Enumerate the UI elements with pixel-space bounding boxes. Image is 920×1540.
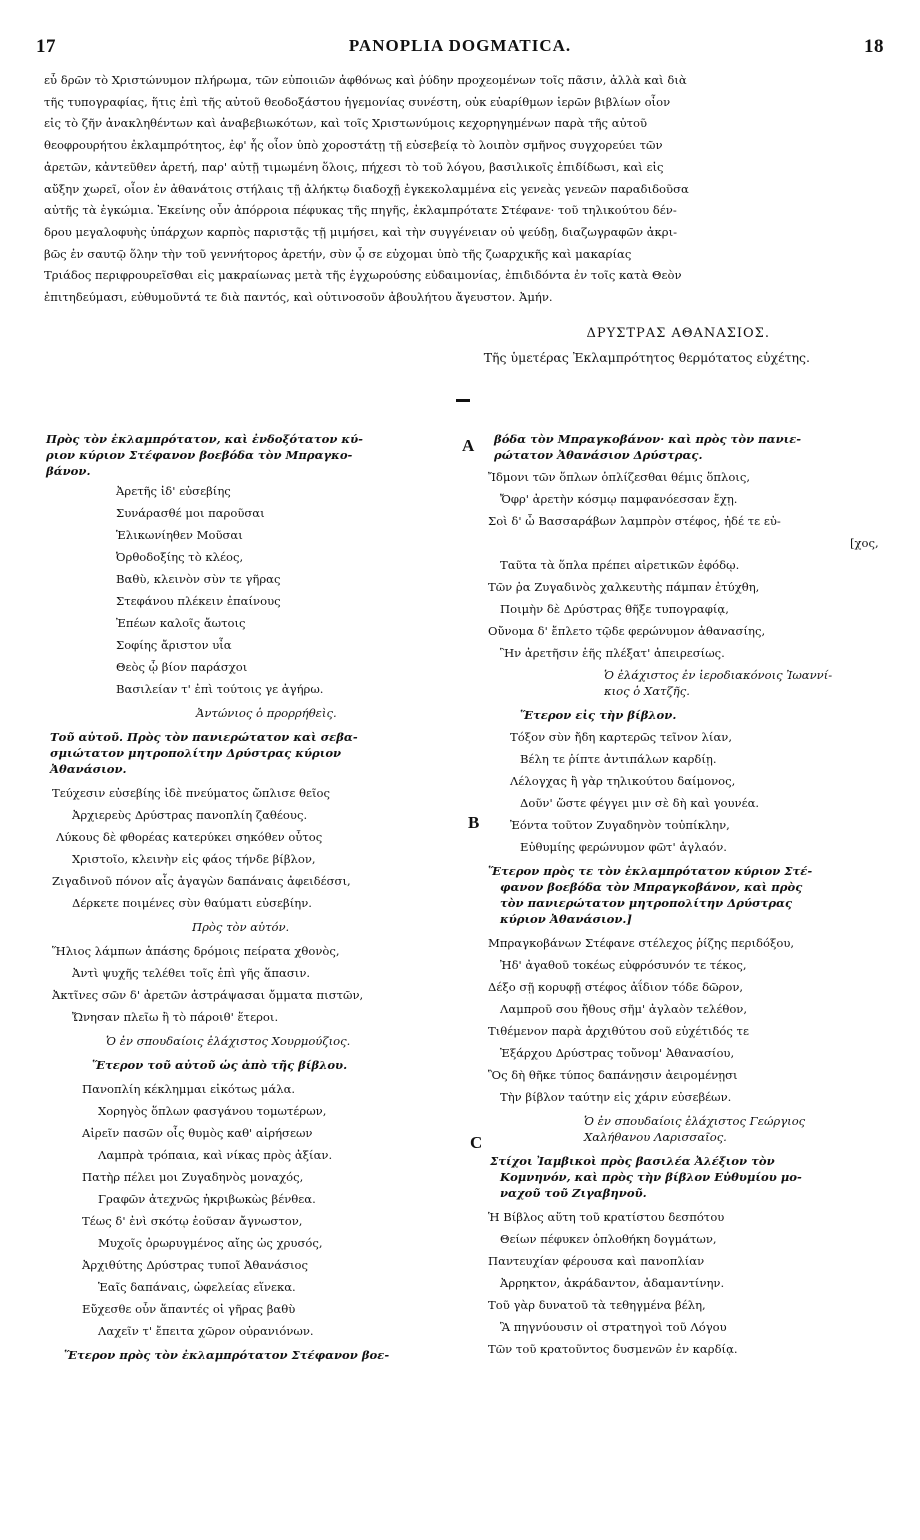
verse-line: Βασιλείαν τ' ἐπὶ τούτοις γε ἀγήρω. (116, 682, 324, 696)
verse-line: Ἡ Βίβλος αὕτη τοῦ κρατίστου δεσπότου (488, 1210, 725, 1224)
verse-line: κιος ὁ Χατζῆς. (604, 684, 690, 698)
verse-line: Ὄφρ' ἀρετὴν κόσμῳ παμφανόεσσαν ἔχῃ. (500, 492, 738, 506)
section-divider (456, 399, 470, 402)
text-line: αὔξην χωρεῖ, οἷον ἐν ἀθανάτοις στήλαις τῇ ἀλήκτῳ διαδοχῇ ἐγκεκολαμμένα εἰς γενεὰς γενεῶν παραδιδοῦσα (44, 181, 689, 196)
verse-line: Χριστοῖο, κλεινὴν εἰς φάος τήνδε βίβλον, (72, 852, 316, 866)
verse-line: Χαλήθανου Λαρισσαῖος. (584, 1130, 727, 1144)
verse-line: Πανοπλίη κέκλημμαι εἰκότως μάλα. (82, 1082, 296, 1096)
verse-line: Ἀρετῆς ἰδ' εὐσεβίης (116, 484, 231, 498)
page-header (36, 36, 884, 58)
verse-line: Πρὸς τὸν αὐτόν. (192, 920, 290, 934)
verse-line: Ἕτερον τοῦ αὐτοῦ ὡς ἀπὸ τῆς βίβλου. (92, 1058, 348, 1072)
verse-line: Συνάρασθέ μοι παροῦσαι (116, 506, 265, 520)
verse-line: Τοῦ γὰρ δυνατοῦ τὰ τεθηγμένα βέλη, (488, 1298, 706, 1312)
verse-line: Ταῦτα τὰ ὅπλα πρέπει αἱρετικῶν ἐφόδῳ. (500, 558, 740, 572)
verse-line: [χος, (850, 536, 879, 550)
verse-line: Ἕτερον πρὸς τε τὸν ἐκλαμπρότατον κύριον Στέ- (488, 864, 813, 878)
verse-line: Ποιμὴν δὲ Δρύστρας θῆξε τυπογραφίᾳ, (500, 602, 729, 616)
verse-line: Λαμπροῦ σου ἤθους σῆμ' ἀγλαὸν τελέθον, (500, 1002, 748, 1016)
verse-line: Μυχοῖς ὀρωρυγμένος αἴης ὡς χρυσός, (98, 1236, 323, 1250)
verse-line: Λαμπρὰ τρόπαια, καὶ νίκας πρὸς ἀξίαν. (98, 1148, 333, 1162)
verse-line: Τοῦ αὐτοῦ. Πρὸς τὸν πανιερώτατον καὶ σεβα- (50, 730, 358, 744)
verse-line: Βέλη τε ῥίπτε ἀντιπάλων καρδίῃ. (520, 752, 717, 766)
verse-line: Ἴδμονι τῶν ὅπλων ὁπλίζεσθαι θέμις ὅπλοις, (488, 470, 751, 484)
text-line: αὐτῆς τὰ ἐγκώμια. Ἐκείνης οὖν ἀπόρροια πέφυκας τῆς πηγῆς, ἐκλαμπρότατε Στέφανε· τοῦ τηλικούτου δέν- (44, 203, 677, 218)
verse-line: Ὁ ἐν σπουδαίοις ἐλάχιστος Χουρμούζιος. (106, 1034, 351, 1048)
verse-line: Ἥλιος λάμπων ἁπάσης δρόμοις πείρατα χθονὸς, (52, 944, 340, 958)
verse-line: Ἕτερον εἰς τὴν βίβλον. (520, 708, 677, 722)
verse-line: Λαχεῖν τ' ἔπειτα χῶρον οὐρανιόνων. (98, 1324, 314, 1338)
verse-line: Παντευχίαν φέρουσα καὶ πανοπλίαν (488, 1254, 705, 1268)
verse-line: Βαθὺ, κλεινὸν σὺν τε γῆρας (116, 572, 281, 586)
verse-line: Ἐόντα τοῦτον Ζυγαδηνὸν τοὐπίκλην, (510, 818, 730, 832)
verse-line: Γραφῶν ἀτεχνῶς ἠκριβωκὼς βένθεα. (98, 1192, 316, 1206)
signature-name: ΔΡΥΣΤΡΑΣ ΑΘΑΝΑΣΙΟΣ. (586, 326, 770, 341)
text-line: θεοφρουρήτου ἐκλαμπρότητος, ἐφ' ἧς οἷον ὑπὸ χοροστάτῃ τῇ εὐσεβείᾳ τὸ λοιπὸν σμῆνος συγχορεύει τῶν (44, 138, 663, 153)
text-line: τῆς τυπογραφίας, ἥτις ἐπὶ τῆς αὐτοῦ θεοδοξάστου ἡγεμονίας συνέστη, οὐκ εὐαρίθμων ἱερῶν βιβλίων οἷον (44, 94, 671, 109)
verse-line: βάνον. (46, 464, 91, 478)
page-number-right: 18 (864, 36, 884, 57)
verse-line: Πατὴρ πέλει μοι Ζυγαδηνὸς μοναχός, (82, 1170, 304, 1184)
text-line: Τριάδος περιφρουρεῖσθαι εἰς μακραίωνας μετὰ τῆς ἐγχωρούσης εὐδαιμονίας, ἐπιδιδόντα ἐν τοῖς κατὰ Θεὸν (44, 268, 682, 283)
verse-line: Ὃς δὴ θῆκε τύπος δαπάνῃσιν ἀειρομένῃσι (488, 1068, 738, 1082)
verse-line: ριον κύριον Στέφανον βοεβόδα τὸν Μπραγκο- (46, 448, 353, 462)
verse-line: ρώτατον Ἀθανάσιον Δρύστρας. (494, 448, 703, 462)
text-line: βῶς ἐν σαυτῷ ὅλην τὴν τοῦ γεννήτορος ἀρετήν, σὺν ᾧ σε εὐχομαι ὑπὸ τῆς ζωαρχικῆς καὶ μακαρίας (44, 246, 632, 261)
verse-line: Σοὶ δ' ὦ Βασσαράβων λαμπρὸν στέφος, ἠδέ τε εὐ- (488, 514, 781, 528)
verse-line: Ἀντώνιος ὁ προρρήθεὶς. (196, 706, 337, 720)
text-line: ἀρετῶν, κἀντεῦθεν ἀρετή, παρ' αὐτῇ τιμωμένη ὅλοις, πήχεσι τὸ τοῦ λόγου, βασιλικοῖς ἐπιδίδωσι, καὶ εἰς (44, 159, 664, 174)
verse-line: φανον βοεβόδα τὸν Μπραγκοβάνον, καὶ πρὸς (500, 880, 803, 894)
verse-line: κύριον Ἀθανάσιον.] (500, 912, 632, 926)
verse-line: Θεὸς ᾧ βίον παράσχοι (116, 660, 248, 674)
verse-line: Τέως δ' ἐνὶ σκότῳ ἐοῦσαν ἄγνωστον, (82, 1214, 303, 1228)
verse-line: Οὔνομα δ' ἔπλετο τῷδε φερώνυμον ἀθανασίης, (488, 624, 766, 638)
verse-line: Πρὸς τὸν ἐκλαμπρότατον, καὶ ἐνδοξότατον κύ- (46, 432, 363, 446)
text-line: εὖ δρῶν τὸ Χριστώνυμον πλήρωμα, τῶν εὐποιιῶν ἀφθόνως καὶ ῥύδην προχεομένων τοῖς πᾶσιν, ἀλλὰ καὶ διὰ (44, 73, 687, 87)
verse-line: Ἑλικωνίηθεν Μοῦσαι (116, 528, 243, 542)
verse-line: Ἀντὶ ψυχῆς τελέθει τοῖς ἐπὶ γῆς ἅπασιν. (72, 966, 311, 980)
verse-line: Ὤνησαν πλεῖω ἢ τὸ πάροιθ' ἕτεροι. (72, 1010, 279, 1024)
verse-line: Μπραγκοβάνων Στέφανε στέλεχος ῥίζης περιδόξου, (488, 936, 795, 950)
column-marker-b: B (468, 813, 480, 832)
verse-line: Στίχοι Ἰαμβικοὶ πρὸς βασιλέα Ἀλέξιον τὸν (490, 1154, 775, 1168)
running-title: PANOPLIA DOGMATICA. (348, 36, 572, 55)
verse-line: Σοφίης ἄριστον υἷα (116, 638, 232, 652)
verse-line: Ἀρρηκτον, ἀκράδαντον, ἀδαμαντίνην. (500, 1276, 725, 1290)
verse-line: Ζιγαδινοῦ πόνον αἷς ἀγαγὼν δαπάναις ἀφειδέσσι, (52, 874, 351, 888)
verse-line: Ὁ ἐλάχιστος ἐν ἱεροδιακόνοις Ἰωαννί- (604, 668, 833, 682)
verse-line: Ἐξάρχου Δρύστρας τοὔνομ' Ἀθανασίου, (500, 1046, 735, 1060)
verse-line: Ἃ πηγνύουσιν οἱ στρατηγοὶ τοῦ Λόγου (500, 1320, 727, 1334)
verse-line: Ἕτερον πρὸς τὸν ἐκλαμπρότατον Στέφανον βοε- (64, 1348, 390, 1362)
verse-line: Ἑαῖς δαπάναις, ὠφελείας εἵνεκα. (98, 1280, 296, 1294)
signature-line: Τῆς ὑμετέρας Ἐκλαμπρότητος θερμότατος εὐχέτης. (483, 350, 810, 365)
verse-line: Κομνηνόν, καὶ πρὸς τὴν βίβλον Εὐθυμίου μο- (500, 1170, 802, 1184)
column-marker-a: A (462, 436, 475, 455)
verse-line: Αἱρεῖν πασῶν οἷς θυμὸς καθ' αἱρήσεων (82, 1126, 313, 1140)
verse-line: σμιώτατον μητροπολίτην Δρύστρας κύριον (50, 746, 342, 760)
verse-line: Ὀρθοδοξίης τὸ κλέος, (116, 550, 244, 564)
verse-line: Θείων πέφυκεν ὁπλοθήκη δογμάτων, (500, 1232, 717, 1246)
verse-line: Λέλογχας ἢ γὰρ τηλικούτου δαίμονος, (510, 774, 736, 788)
verse-line: Ἠδ' ἀγαθοῦ τοκέως εὐφρόσυνόν τε τέκος, (500, 958, 747, 972)
verse-line: Τεύχεσιν εὐσεβίης ἰδὲ πνεύματος ὤπλισε θεῖος (52, 786, 331, 800)
text-line: εἰς τὸ ζῆν ἀνακληθέντων καὶ ἀναβεβιωκότων, καὶ τοῖς Χριστωνύμοις κεχορηγημένων παρὰ τῆς αὐτοῦ (44, 116, 648, 131)
verse-line: Δέξο σῇ κορυφῇ στέφος ἀΐδιον τόδε δῶρον, (488, 980, 744, 994)
verse-line: Ὁ ἐν σπουδαίοις ἐλάχιστος Γεώργιος (584, 1114, 806, 1128)
text-line: ἐπιτηδεύμασι, εὐθυμοῦντά τε διὰ παντός, καὶ οὑτινοσοῦν ἀβουλήτου ἄγευστον. Ἀμήν. (44, 290, 553, 305)
preface-paragraph (44, 70, 882, 309)
verse-line: Χορηγὸς ὅπλων φασγάνου τομωτέρων, (98, 1104, 327, 1118)
verse-line: ναχοῦ τοῦ Ζιγαβηνοῦ. (500, 1186, 647, 1200)
page-number-left: 17 (36, 36, 56, 57)
verse-line: Τιθέμενον παρὰ ἀρχιθύτου σοῦ εὐχέτιδός τε (488, 1024, 749, 1038)
verse-line: Ἀθανάσιον. (50, 762, 127, 776)
verse-line: Ἣν ἀρετῆσιν ἑῆς πλέξατ' ἀπειρεσίως. (500, 646, 725, 660)
verse-line: Δοῦν' ὥστε φέγγει μιν σὲ δὴ καὶ γουνέα. (520, 796, 760, 810)
verse-line: Λύκους δὲ φθορέας κατερύκει σηκόθεν οὗτος (56, 830, 323, 844)
verse-line: Τόξον σὺν ἤδη καρτερῶς τεῖνον λίαν, (510, 730, 733, 744)
verse-line: Τῶν τοῦ κρατοῦντος δυσμενῶν ἐν καρδίᾳ. (488, 1342, 738, 1356)
verse-line: Ἐπέων καλοῖς ἄωτοις (116, 616, 246, 630)
verse-line: βόδα τὸν Μπραγκοβάνον· καὶ πρὸς τὸν πανιε- (494, 432, 802, 446)
verse-line: Εὐθυμίης φερώνυμον φῶτ' ἀγλαόν. (520, 840, 727, 854)
text-line: δρου μεγαλοφυὴς ὑπάρχων καρπὸς παριστᾷς τῇ μιμήσει, καὶ τὴν συγγένειαν οὐ ψεύδῃ, διαζωγραφῶν ἀκρι- (44, 224, 678, 239)
verse-line: τὸν πανιερώτατον μητροπολίτην Δρύστρας (500, 896, 793, 910)
verse-line: Ἀρχιθύτης Δρύστρας τυποῖ Ἀθανάσιος (82, 1258, 308, 1272)
verse-line: Εὔχεσθε οὖν ἅπαντές οἱ γῆρας βαθὺ (82, 1302, 296, 1316)
verse-line: Στεφάνου πλέκειν ἐπαίνους (116, 594, 281, 608)
verse-line: Τῶν ῥα Ζυγαδινὸς χαλκευτὴς πάμπαν ἐτύχθη, (488, 580, 760, 594)
column-marker-c: C (470, 1133, 483, 1152)
verse-line: Ἀρχιερεὺς Δρύστρας πανοπλίη ζαθέους. (72, 808, 308, 822)
verse-line: Δέρκετε ποιμένες σὺν θαύματι εὐσεβίην. (72, 896, 312, 910)
verse-line: Τὴν βίβλον ταύτην εἰς χάριν εὐσεβέων. (500, 1090, 732, 1104)
verse-line: Ἀκτῖνες σῶν δ' ἀρετῶν ἀστράψασαι ὄμματα πιστῶν, (52, 988, 364, 1002)
